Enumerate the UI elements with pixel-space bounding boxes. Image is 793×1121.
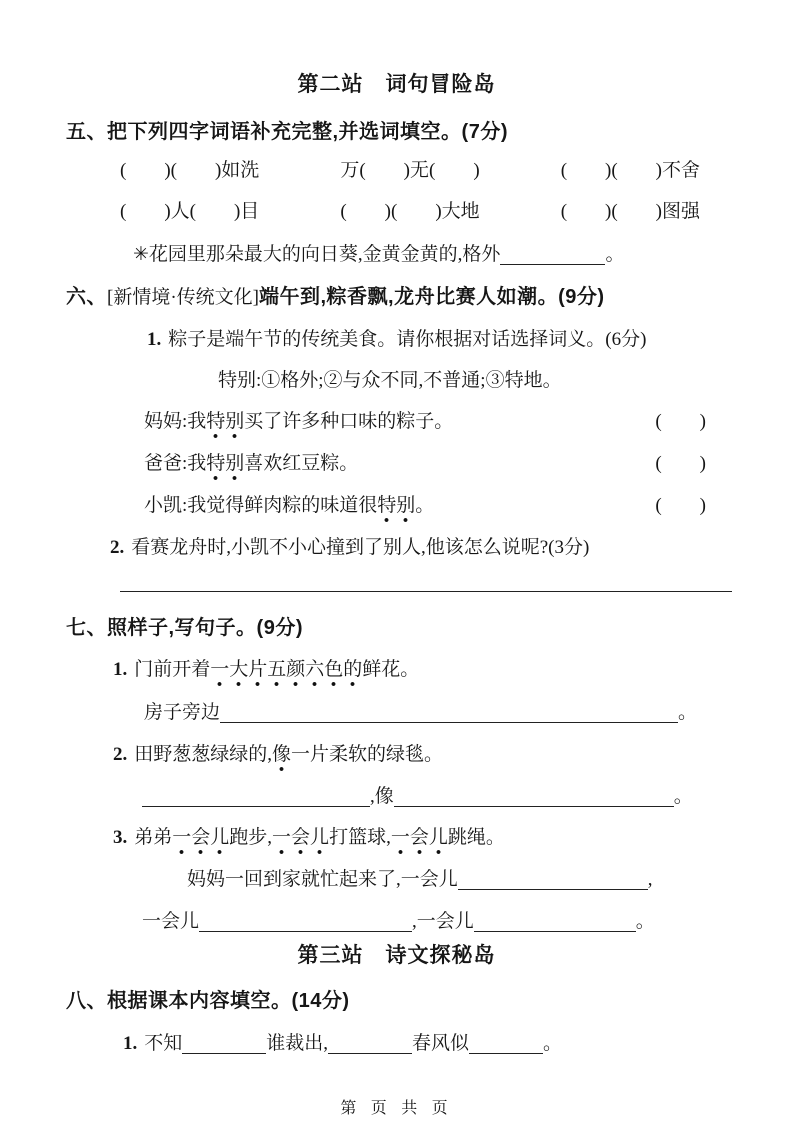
- station2-title: 第二站 词句冒险岛: [297, 73, 496, 96]
- q7-item3: [113, 823, 505, 853]
- sample-text: 弟弟: [134, 827, 173, 848]
- idiom-row-1: [120, 156, 700, 186]
- dialog-pre: 小凯:我觉得鲜肉粽的味道很: [144, 495, 378, 516]
- item-number: 2.: [110, 537, 125, 558]
- connector: ,像: [370, 786, 394, 807]
- sample-text: 打篮球,: [329, 827, 391, 848]
- idiom-group: ( )( )大地: [340, 201, 480, 222]
- answer-blank: [182, 1051, 266, 1054]
- dialog-pre: 妈妈:我: [144, 411, 207, 432]
- answer-text: 妈妈一回到家就忙起来了,一会儿: [187, 869, 458, 890]
- period: 。: [673, 786, 693, 807]
- q7-item3-answer-line1: [187, 865, 653, 895]
- dialog-row-mom: [144, 407, 706, 437]
- dialog-pre: 爸爸:我: [144, 453, 207, 474]
- emphasized-word: 像: [272, 744, 291, 772]
- period: 。: [543, 1033, 563, 1054]
- sentence-text: 花园里那朵最大的向日葵,金黄金黄的,格外: [148, 244, 501, 265]
- connector: ,一会儿: [412, 911, 474, 932]
- sample-pre: 田野葱葱绿绿的,: [134, 744, 273, 765]
- idiom-group: ( )( )不舍: [560, 160, 700, 181]
- period: 。: [678, 702, 698, 723]
- item-number: 1.: [123, 1033, 138, 1054]
- station3-title: 第三站 诗文探秘岛: [297, 944, 496, 967]
- answer-paren: ( ): [655, 411, 706, 432]
- sample-text: 跑步,: [229, 827, 273, 848]
- dialog-post: 。: [415, 495, 435, 516]
- q6-item1: [147, 325, 646, 355]
- sample-pre: 门前开着: [134, 659, 211, 680]
- q5-fill-sentence: [133, 240, 624, 270]
- emphasized-word: 一会儿: [391, 827, 448, 855]
- item-text: 看赛龙舟时,小凯不小心撞到了别人,他该怎么说呢?(3分): [131, 537, 590, 558]
- q7-item2: [113, 740, 443, 770]
- emphasized-word: 特别: [377, 495, 415, 523]
- answer-blank: [142, 804, 370, 807]
- answer-label: 房子旁边: [144, 702, 221, 723]
- emphasized-word: 特别: [206, 453, 244, 481]
- answer-blank: [469, 1051, 543, 1054]
- answer-paren: ( ): [655, 453, 706, 474]
- dialog-text: [144, 449, 358, 479]
- answer-blank: [328, 1051, 412, 1054]
- question-number: 六、: [66, 286, 107, 308]
- q7-item1-answer: [144, 698, 697, 728]
- period: 。: [635, 911, 655, 932]
- question5-header: 五、把下列四字词语补充完整,并选词填空。(7分): [66, 121, 508, 143]
- dialog-post: 买了许多种口味的粽子。: [244, 411, 454, 432]
- q7-item2-answer: [142, 782, 693, 812]
- period: 。: [605, 244, 625, 265]
- verse-text: 春风似: [412, 1033, 470, 1054]
- q6-word-options: 特别:①格外;②与众不同,不普通;③特地。: [218, 370, 562, 391]
- emphasized-word: 一会儿: [172, 827, 229, 855]
- emphasized-word: 一会儿: [272, 827, 329, 855]
- item-number: 2.: [113, 744, 128, 765]
- question6-header: [66, 282, 605, 313]
- dialog-post: 喜欢红豆粽。: [244, 453, 359, 474]
- answer-blank: [220, 720, 678, 723]
- answer-blank: [458, 887, 648, 890]
- context-tag: [新情境·传统文化]: [107, 287, 259, 308]
- verse-text: 不知: [144, 1033, 183, 1054]
- sample-text: 跳绳。: [447, 827, 505, 848]
- dialog-text: [144, 491, 434, 521]
- q6-item2: [110, 533, 589, 563]
- idiom-group: ( )( )如洗: [120, 160, 260, 181]
- q8-item1: [123, 1029, 562, 1059]
- page-footer: 第 页 共 页: [340, 1100, 453, 1117]
- q7-item1: [113, 655, 419, 685]
- answer-blank: [199, 929, 412, 932]
- answer-blank: [474, 929, 636, 932]
- answer-text: 一会儿: [142, 911, 200, 932]
- answer-line: [120, 591, 732, 592]
- question7-header: 七、照样子,写句子。(9分): [66, 617, 303, 639]
- question8-header: 八、根据课本内容填空。(14分): [66, 990, 350, 1012]
- sample-post: 一片柔软的绿毯。: [291, 744, 444, 765]
- item-number: 3.: [113, 827, 128, 848]
- dialog-row-dad: [144, 449, 706, 479]
- sample-post: 鲜花。: [362, 659, 420, 680]
- idiom-group: ( )人( )目: [120, 201, 260, 222]
- emphasized-phrase: 一大片五颜六色的: [210, 659, 362, 687]
- item-number: 1.: [113, 659, 128, 680]
- item-text: 粽子是端午节的传统美食。请你根据对话选择词义。(6分): [168, 329, 647, 350]
- dialog-row-xiaokai: [144, 491, 706, 521]
- asterisk-icon: ✳: [133, 244, 149, 265]
- answer-blank: [394, 804, 674, 807]
- answer-blank: [500, 262, 605, 265]
- question-title: 端午到,粽香飘,龙舟比赛人如潮。(9分): [258, 286, 605, 308]
- idiom-row-2: [120, 197, 700, 227]
- idiom-group: ( )( )图强: [560, 201, 700, 222]
- comma: ,: [647, 869, 653, 890]
- emphasized-word: 特别: [206, 411, 244, 439]
- answer-paren: ( ): [655, 495, 706, 516]
- verse-text: 谁裁出,: [266, 1033, 329, 1054]
- q7-item3-answer-line2: [142, 907, 655, 937]
- dialog-text: [144, 407, 453, 437]
- idiom-group: 万( )无( ): [340, 160, 480, 181]
- item-number: 1.: [147, 329, 162, 350]
